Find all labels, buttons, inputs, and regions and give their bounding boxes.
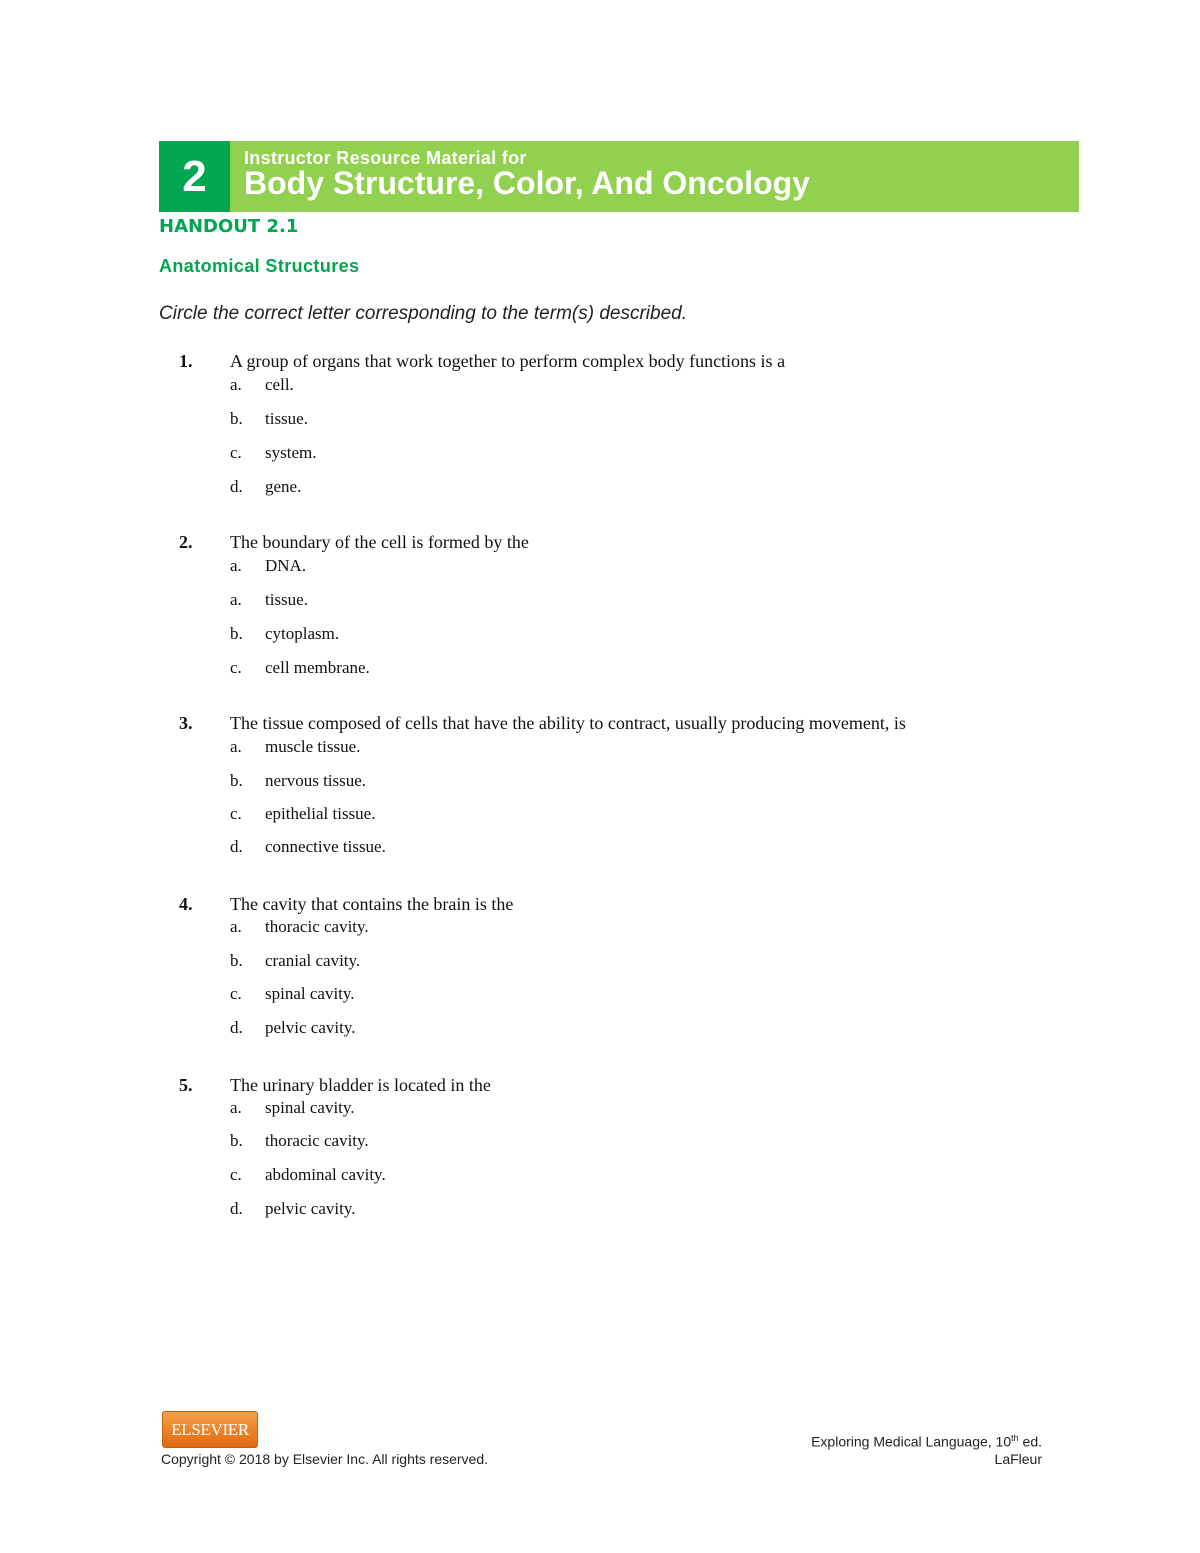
question-stem: The boundary of the cell is formed by the [230,532,529,552]
option-text: nervous tissue. [265,771,367,790]
option-text: tissue. [265,409,308,428]
option-letter: c. [230,443,242,462]
option-letter: a. [230,590,242,609]
option-letter: c. [230,658,242,677]
option-text: system. [265,443,317,462]
option-text: epithelial tissue. [265,804,376,823]
option-letter: c. [230,984,242,1003]
chapter-title: Body Structure, Color, And Oncology [244,165,810,201]
option-text: cranial cavity. [265,951,361,970]
option-letter: b. [230,951,243,970]
option-text: abdominal cavity. [265,1165,386,1184]
banner-subtitle: Instructor Resource Material for [244,148,527,168]
book-title-edition: ed. [1018,1433,1042,1450]
option-letter: a. [230,556,242,575]
option-letter: b. [230,771,243,790]
elsevier-logo [162,1411,258,1448]
book-title-text: Exploring Medical Language, 10 [811,1433,1012,1450]
question-number: 4. [179,894,193,914]
option-text: gene. [265,477,302,496]
question-stem: A group of organs that work together to perform complex body functions is a [230,351,786,371]
question-number: 2. [179,532,193,552]
option-text: muscle tissue. [265,737,361,756]
book-title [811,1433,1042,1450]
option-letter: b. [230,624,243,643]
question-stem: The tissue composed of cells that have the ability to contract, usually producing movement, is [230,713,906,733]
question-number: 1. [179,351,193,371]
option-text: DNA. [265,556,307,575]
handout-label: HANDOUT 2.1 [159,216,299,237]
question-stem: The urinary bladder is located in the [230,1075,491,1095]
option-letter: d. [230,1018,243,1037]
section-title: Anatomical Structures [159,256,360,276]
option-text: cytoplasm. [265,624,340,643]
option-letter: a. [230,917,242,936]
option-text: pelvic cavity. [265,1018,356,1037]
option-text: cell membrane. [265,658,370,677]
option-letter: a. [230,1098,242,1117]
question-stem: The cavity that contains the brain is the [230,894,514,914]
option-letter: c. [230,1165,242,1184]
option-text: connective tissue. [265,837,386,856]
option-text: spinal cavity. [265,1098,355,1117]
author-name: LaFleur [994,1451,1042,1467]
option-text: thoracic cavity. [265,917,369,936]
copyright-notice: Copyright © 2018 by Elsevier Inc. All rights reserved. [161,1451,489,1467]
option-letter: d. [230,477,243,496]
option-letter: b. [230,1131,243,1150]
question-number: 3. [179,713,193,733]
option-letter: a. [230,737,242,756]
instructions: Circle the correct letter corresponding to the term(s) described. [159,303,687,324]
option-letter: a. [230,375,242,394]
option-letter: d. [230,1199,243,1218]
logo-text: ELSEVIER [171,1419,249,1439]
option-text: spinal cavity. [265,984,355,1003]
chapter-number: 2 [159,141,230,212]
option-text: pelvic cavity. [265,1199,356,1218]
option-letter: d. [230,837,243,856]
book-title-superscript: th [1011,1433,1019,1443]
option-text: tissue. [265,590,308,609]
option-letter: c. [230,804,242,823]
option-text: thoracic cavity. [265,1131,369,1150]
question-number: 5. [179,1075,193,1095]
option-letter: b. [230,409,243,428]
option-text: cell. [265,375,294,394]
